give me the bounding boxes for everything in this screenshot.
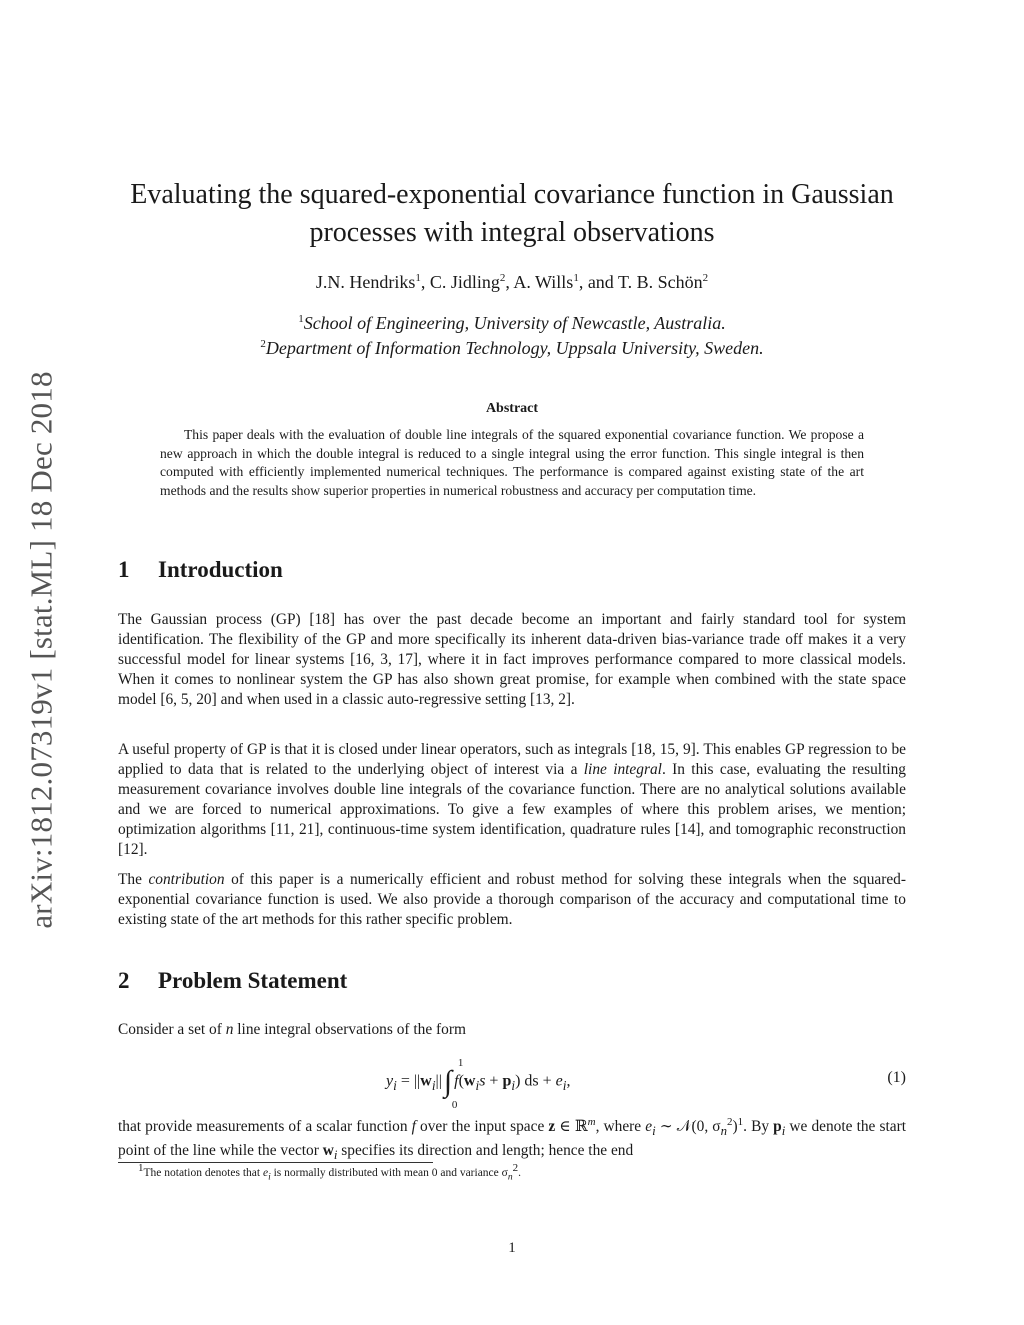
intro-paragraph-2: [118, 740, 906, 861]
problem-p2-text-d: , where: [595, 1118, 646, 1135]
section-1-title: Introduction: [158, 557, 283, 582]
eq-open-paren: (: [458, 1072, 464, 1090]
author-schon-affil: 2: [702, 272, 709, 284]
footnote-marker: 1: [737, 1115, 744, 1128]
abstract-body: This paper deals with the evaluation of double line integrals of the squared exponential covariance function. We propose a new approach in which the double integral is reduced to a single integral using the error function. This single integral is then computed with efficiently implemented numerical techniques. The performance is compared against existing state of the art methods and the results show superior properties in numerical robustness and accuracy per computation time.: [160, 427, 864, 498]
eq-lhs: y: [386, 1072, 394, 1090]
problem-p2-dist: ∼ 𝒩(0, σ: [655, 1118, 721, 1135]
affiliation-1-sup: 1: [298, 313, 304, 325]
author-hendriks-affil: 1: [415, 272, 421, 284]
problem-p1-text-a: Consider a set of: [118, 1021, 226, 1038]
intro-p3-text-a: The: [118, 871, 149, 888]
author-wills-affil: 1: [573, 272, 579, 284]
problem-p2-f: f: [411, 1118, 416, 1135]
footnote-1-sup: 1: [138, 1162, 144, 1175]
affiliation-1-text: School of Engineering, University of Newcastle, Australia.: [303, 313, 726, 333]
eq-w: w: [420, 1072, 432, 1090]
integral-glyph: ∫: [443, 1065, 453, 1098]
problem-p2-w-sub: i: [333, 1148, 338, 1163]
author-wills: , A. Wills: [505, 272, 574, 292]
problem-p2-in-reals: ∈ ℝ: [555, 1118, 588, 1135]
title-line-2: processes with integral observations: [309, 217, 715, 248]
problem-p1-text-b: line integral observations of the form: [233, 1021, 466, 1038]
problem-p2-sigma-sq: 2: [727, 1115, 733, 1128]
eq-integrand-w-sub: i: [475, 1077, 480, 1093]
abstract-heading: Abstract: [485, 401, 539, 416]
footnote-1-text-b: is normally distributed with mean 0 and variance σ: [270, 1167, 508, 1179]
footnote-divider: [118, 1162, 433, 1163]
footnote-1: [138, 1162, 522, 1183]
author-jidling-affil: 2: [499, 272, 506, 284]
problem-p2-m: m: [587, 1115, 596, 1128]
eq-p: p: [502, 1072, 512, 1090]
eq-lhs-sub: i: [393, 1077, 397, 1093]
equation-1-number: (1): [887, 1069, 906, 1086]
eq-f: f: [454, 1072, 459, 1090]
section-heading-introduction: [118, 557, 283, 583]
footnote-1-sigma-sq: 2: [512, 1162, 519, 1175]
section-1-number: 1: [118, 557, 130, 582]
section-2-title: Problem Statement: [158, 968, 348, 993]
problem-paragraph-1: [118, 1020, 906, 1040]
eq-p-sub: i: [511, 1077, 516, 1093]
eq-comma: ,: [566, 1072, 571, 1090]
problem-paragraph-2: [118, 1117, 906, 1165]
affiliation-2-text: Department of Information Technology, Uppsala University, Sweden.: [265, 338, 764, 358]
equation-1: [118, 1055, 906, 1111]
intro-p3-text-b: of this paper is a numerically efficient and robust method for solving these integrals when the squared-exponential covariance function is used. We also provide a thorough comparison of the accuracy and computational time to existing state of the art methods for this rather specific problem.: [118, 871, 906, 929]
problem-p2-text-a: that provide measurements of a scalar function: [118, 1118, 412, 1135]
eq-norm-close: ||: [435, 1072, 442, 1090]
arxiv-identifier-sidebar: [10, 340, 74, 960]
integral-lower-limit: 0: [451, 1099, 458, 1111]
eq-s: s: [479, 1072, 486, 1090]
footnote-1-sigma-sub: n: [507, 1171, 513, 1183]
footnote-1-end: .: [518, 1167, 522, 1179]
section-heading-problem-statement: [118, 968, 347, 994]
footnote-1-e-sub: i: [268, 1171, 271, 1183]
eq-e: e: [555, 1072, 563, 1090]
arxiv-identifier-text: arXiv:1812.07319v1 [stat.ML] 18 Dec 2018: [24, 371, 60, 929]
intro-p2-text-b: . In this case, evaluating the resulting measurement covariance involves double line integrals of the covariance function. There are no analytical solutions available and we are forced to numerical approximations. To give a few examples of where this problem arises, we mention; optimization algorithms [11, 21], continuous-time system identification, quadrature rules [14], and tomographic reconstruction [12].: [118, 761, 907, 859]
problem-p2-sigma-sub: n: [720, 1124, 727, 1139]
problem-p2-p-sub: i: [781, 1124, 786, 1139]
section-2-number: 2: [118, 968, 130, 993]
integral-sign: [443, 1057, 464, 1111]
problem-p2-text-end: specifies its direction and length; hence the end: [337, 1142, 634, 1160]
affiliation-2: [118, 338, 906, 359]
integral-upper-limit: 1: [457, 1057, 464, 1069]
eq-integrand-w: w: [463, 1072, 476, 1090]
title-line-1: Evaluating the squared-exponential covariance function in Gaussian: [130, 179, 894, 210]
eq-equals: = ||: [396, 1072, 421, 1090]
author-hendriks: J.N. Hendriks: [315, 272, 416, 292]
problem-p2-e: e: [645, 1118, 653, 1135]
eq-close-ds: ) ds +: [515, 1072, 556, 1090]
problem-p2-close: ): [732, 1118, 738, 1135]
problem-p2-p: p: [773, 1118, 782, 1135]
problem-p2-e-sub: i: [652, 1124, 656, 1139]
affiliation-2-sup: 2: [260, 338, 266, 350]
problem-p2-z: z: [548, 1118, 556, 1135]
eq-w-sub: i: [431, 1077, 436, 1093]
footnote-1-text-a: The notation denotes that: [143, 1167, 263, 1179]
author-schon: , and T. B. Schön: [578, 272, 703, 292]
intro-p2-emphasis: line integral: [583, 761, 662, 779]
equation-1-body: [386, 1057, 571, 1111]
intro-p2-text-a: A useful property of GP is that it is closed under linear operators, such as integrals [18, 15, 9]. This enables GP regression to be applied to data that is related to the underlying object of interest via a: [118, 741, 906, 779]
problem-p2-text-e: we denote the start point of the line while the vector: [118, 1118, 906, 1160]
eq-plus: +: [485, 1072, 503, 1090]
author-jidling: , C. Jidling: [420, 272, 500, 292]
author-list: [118, 272, 906, 293]
problem-p2-text-b: over the input space: [415, 1118, 549, 1135]
problem-p2-w: w: [322, 1142, 334, 1160]
intro-paragraph-1: The Gaussian process (GP) [18] has over the past decade become an important and fairly standard tool for system identification. The flexibility of the GP and more specifically its inherent data-driven bias-variance trade off makes it a very successful model for linear systems [16, 3, 17], where it in fact improves performance compared to more classical models. When it comes to nonlinear system the GP has also shown great promise, for example when combined with the state space model [6, 5, 20] and when used in a classic auto-regressive setting [13, 2].: [118, 611, 906, 709]
problem-p1-n: n: [225, 1021, 234, 1038]
footnote-1-e: e: [262, 1167, 269, 1179]
paper-title: [118, 176, 906, 252]
eq-e-sub: i: [562, 1077, 567, 1093]
intro-p3-emphasis: contribution: [148, 871, 225, 888]
intro-paragraph-3: [118, 870, 906, 930]
page-number: 1: [508, 1240, 516, 1256]
affiliation-1: [118, 313, 906, 334]
problem-p2-by: . By: [743, 1118, 774, 1135]
